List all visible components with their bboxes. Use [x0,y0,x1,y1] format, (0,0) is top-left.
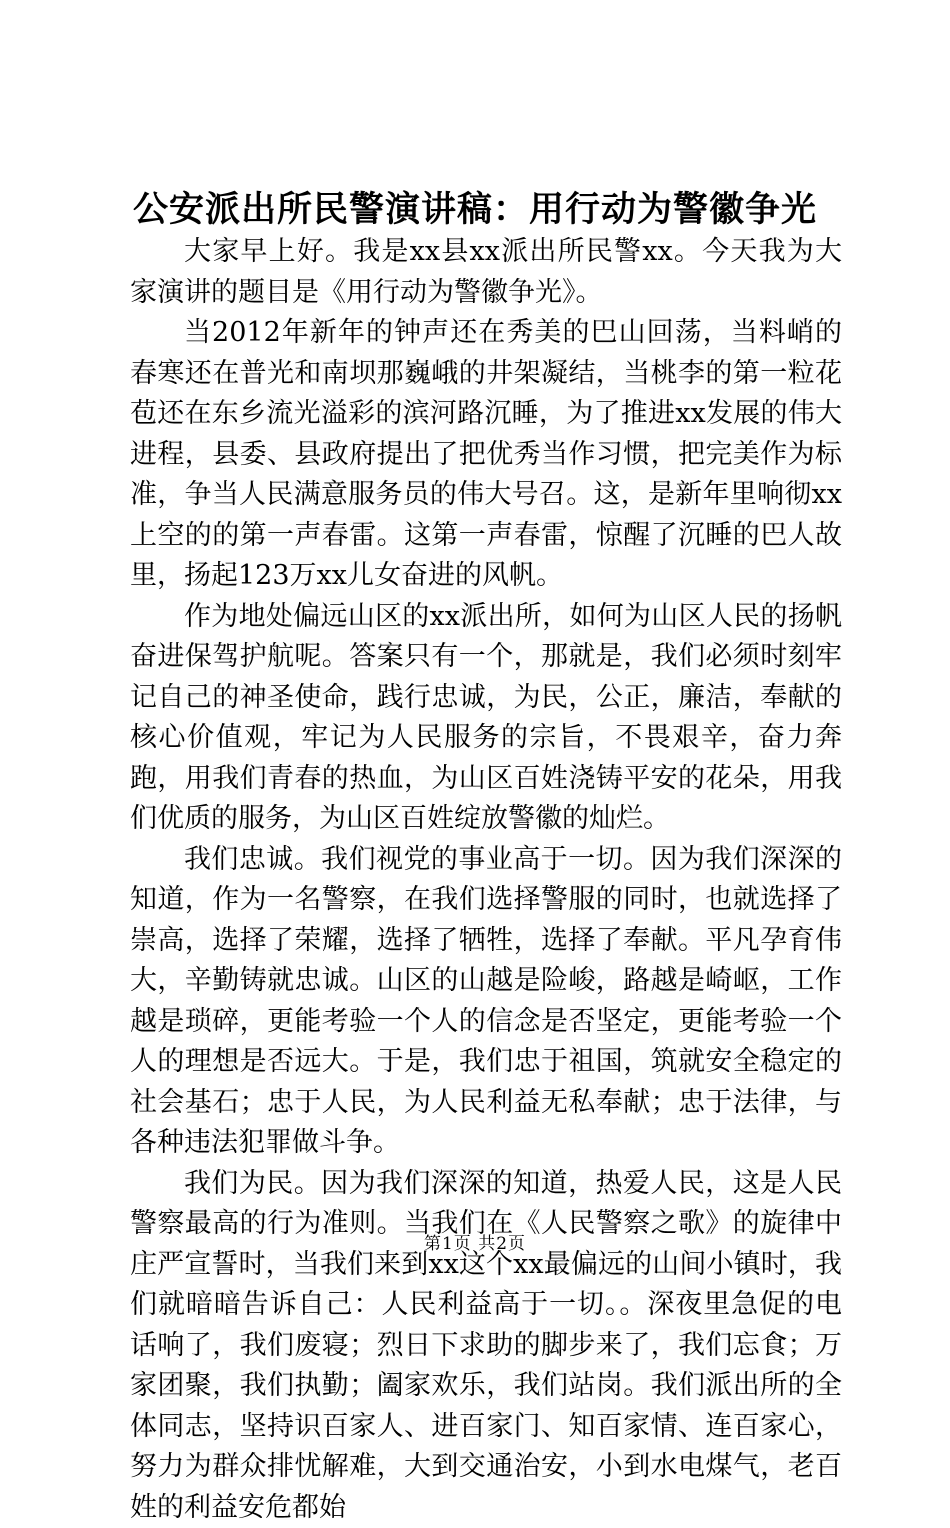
page-footer: 第1页 共2页 [0,1233,950,1255]
document-body [130,232,842,1528]
paragraph-new-year: 当2012年新年的钟声还在秀美的巴山回荡，当料峭的春寒还在普光和南坝那巍峨的井架凝结，当桃李的第一粒花苞还在东乡流光溢彩的滨河路沉睡，为了推进xx发展的伟大进程，县委、县政府提出了把优秀当作习惯，把完美作为标准，争当人民满意服务员的伟大号召。这，是新年里响彻xx上空的的第一声春雷。这第一声春雷，惊醒了沉睡的巴人故里，扬起123万xx儿女奋进的风帆。 [130,313,842,597]
paragraph-loyalty: 我们忠诚。我们视党的事业高于一切。因为我们深深的知道，作为一名警察，在我们选择警服的同时，也就选择了崇高，选择了荣耀，选择了牺牲，选择了奉献。平凡孕育伟大，辛勤铸就忠诚。山区的山越是险峻，路越是崎岖，工作越是琐碎，更能考验一个人的信念是否坚定，更能考验一个人的理想是否远大。于是，我们忠于祖国，筑就安全稳定的社会基石；忠于人民，为人民利益无私奉献；忠于法律，与各种违法犯罪做斗争。 [130,840,842,1164]
paragraph-greeting: 大家早上好。我是xx县xx派出所民警xx。今天我为大家演讲的题目是《用行动为警徽争光》。 [130,232,842,313]
paragraph-mission: 作为地处偏远山区的xx派出所，如何为山区人民的扬帆奋进保驾护航呢。答案只有一个，那就是，我们必须时刻牢记自己的神圣使命，践行忠诚，为民，公正，廉洁，奉献的核心价值观，牢记为人民服务的宗旨，不畏艰辛，奋力奔跑，用我们青春的热血，为山区百姓浇铸平安的花朵，用我们优质的服务，为山区百姓绽放警徽的灿烂。 [130,597,842,840]
page-title: 公安派出所民警演讲稿：用行动为警徽争光 [0,186,950,234]
paragraph-for-the-people: 我们为民。因为我们深深的知道，热爱人民，这是人民警察最高的行为准则。当我们在《人民警察之歌》的旋律中庄严宣誓时，当我们来到xx这个xx最偏远的山间小镇时，我们就暗暗告诉自己：人民利益高于一切。。深夜里急促的电话响了，我们废寝；烈日下求助的脚步来了，我们忘食；万家团聚，我们执勤；阖家欢乐，我们站岗。我们派出所的全体同志，坚持识百家人、进百家门、知百家情、连百家心，努力为群众排忧解难，大到交通治安，小到水电煤气，老百姓的利益安危都始 [130,1164,842,1528]
